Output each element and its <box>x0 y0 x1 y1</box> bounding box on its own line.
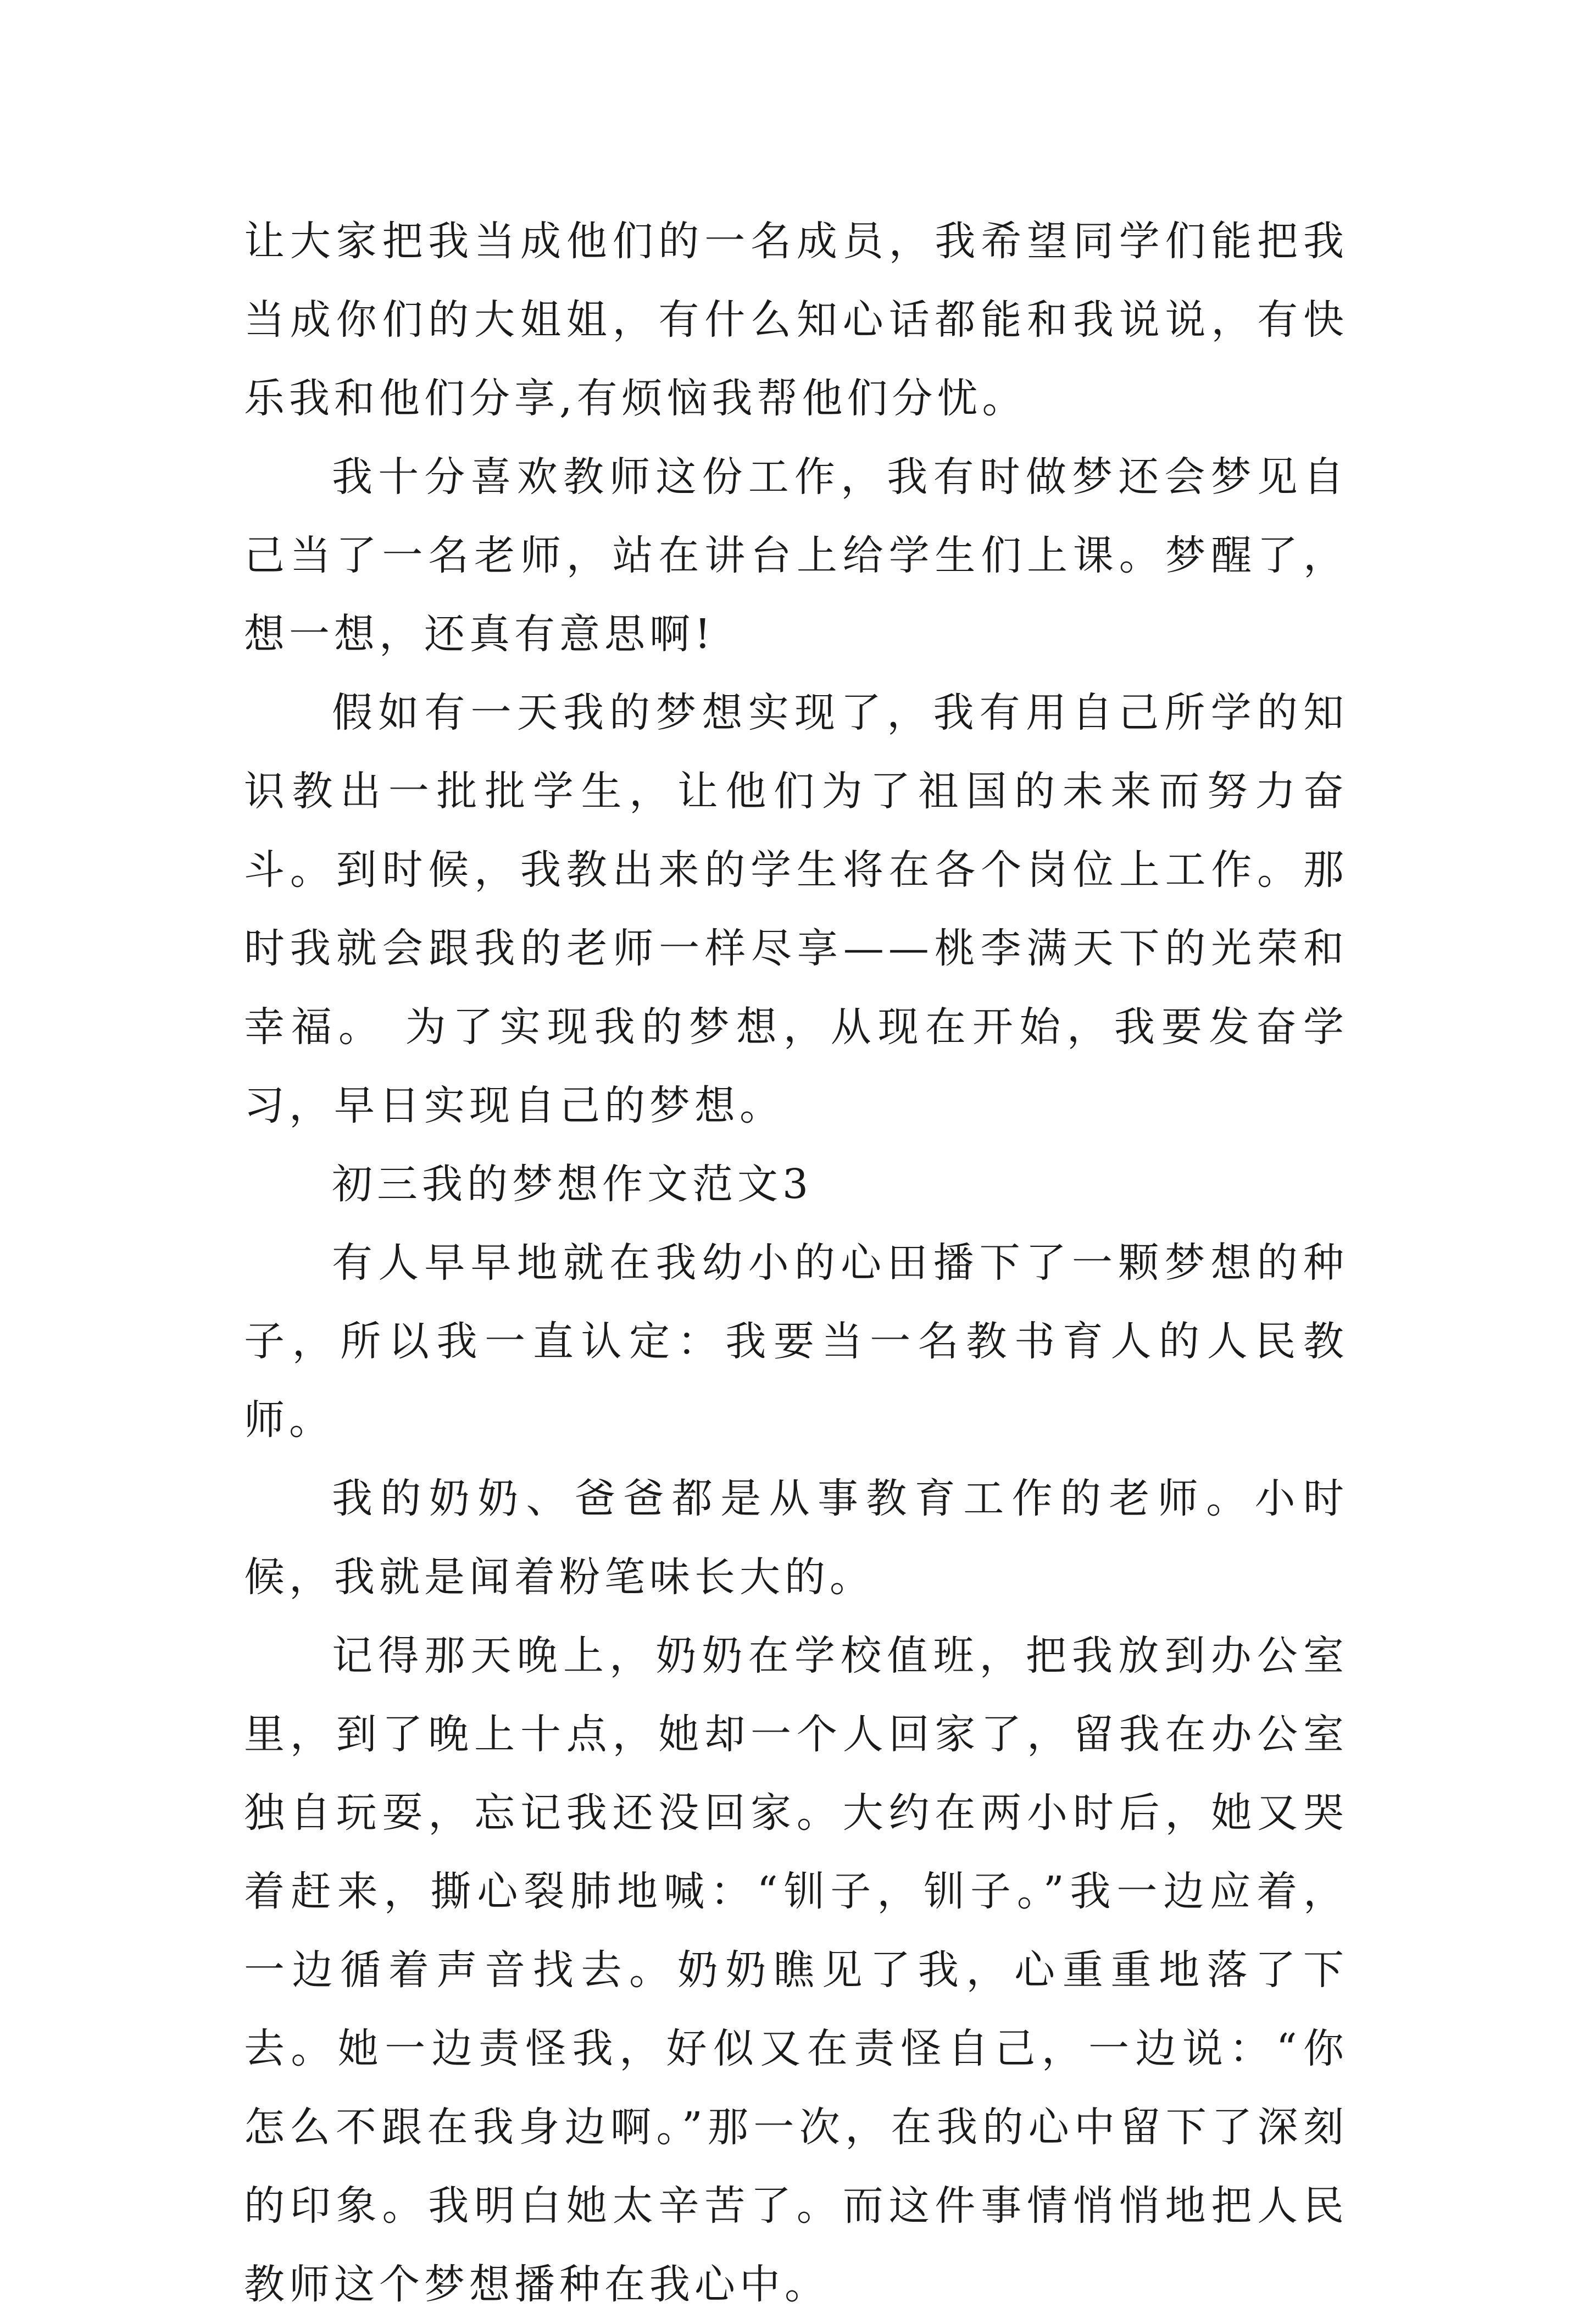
paragraph-5: 我的奶奶、爸爸都是从事教育工作的老师。小时候，我就是闻着粉笔味长大的。 <box>244 1475 1348 1601</box>
document-body <box>244 202 1348 2324</box>
paragraph-3: 假如有一天我的梦想实现了，我有用自己所学的知识教出一批批学生，让他们为了祖国的未来而努力奋斗。到时候，我教出来的学生将在各个岗位上工作。那时我就会跟我的老师一样尽享——桃李满天下的光荣和幸福。 为了实现我的梦想，从现在开始，我要发奋学习，早日实现自己的梦想。 <box>244 689 1348 1129</box>
paragraph-6: 记得那天晚上，奶奶在学校值班，把我放到办公室里，到了晚上十点，她却一个人回家了，留我在办公室独自玩耍，忘记我还没回家。大约在两小时后，她又哭着赶来，撕心裂肺地喊：“钏子，钏子。”我一边应着，一边循着声音找去。奶奶瞧见了我，心重重地落了下去。她一边责怪我，好似又在责怪自己，一边说：“你怎么不跟在我身边啊。”那一次，在我的心中留下了深刻的印象。我明白她太辛苦了。而这件事情悄悄地把人民教师这个梦想播种在我心中。 <box>244 1632 1348 2308</box>
section-heading: 初三我的梦想作文范文3 <box>332 1161 813 1208</box>
paragraph-4: 有人早早地就在我幼小的心田播下了一颗梦想的种子，所以我一直认定：我要当一名教书育人的人民教师。 <box>244 1239 1348 1444</box>
paragraph-2: 我十分喜欢教师这份工作，我有时做梦还会梦见自己当了一名老师，站在讲台上给学生们上课。梦醒了，想一想，还真有意思啊! <box>244 453 1348 658</box>
paragraph-1: 让大家把我当成他们的一名成员，我希望同学们能把我当成你们的大姐姐，有什么知心话都能和我说说，有快乐我和他们分享,有烦恼我帮他们分忧。 <box>244 218 1348 422</box>
